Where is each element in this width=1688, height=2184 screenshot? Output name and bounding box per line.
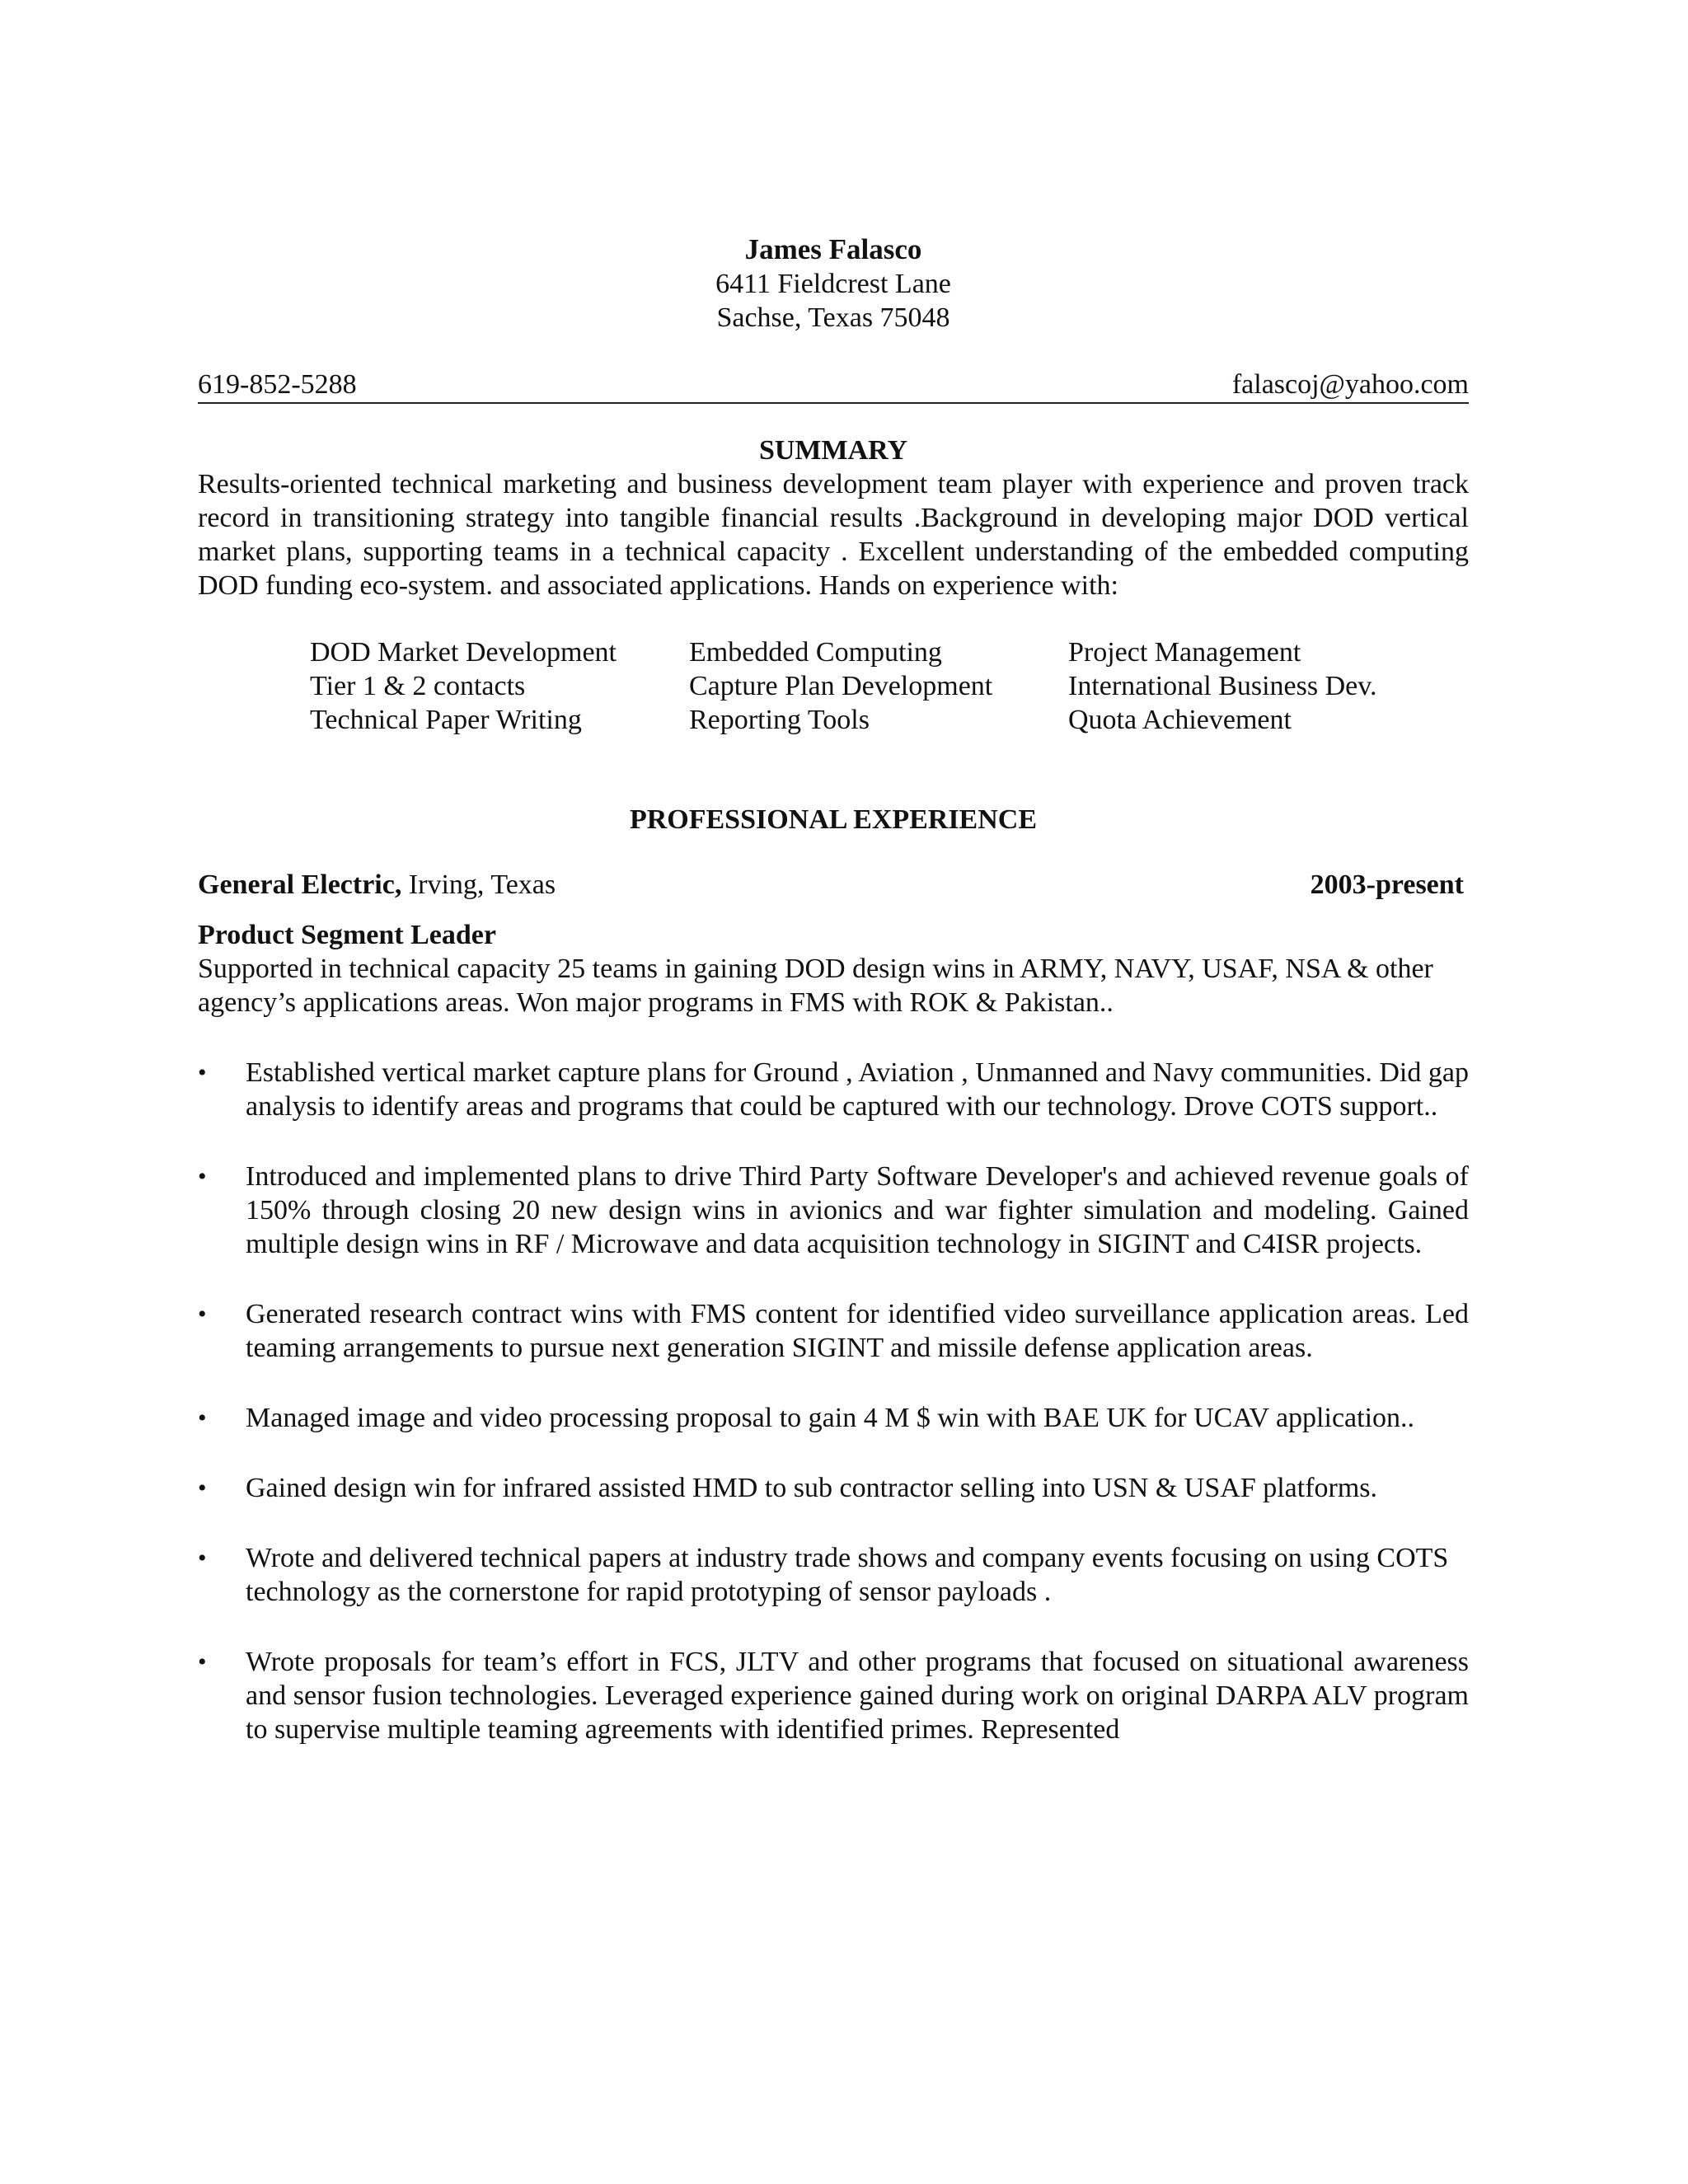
achievement-item	[198, 1401, 1469, 1435]
achievement-list	[198, 1056, 1469, 1746]
bullet-icon: •	[198, 1163, 207, 1190]
achievement-text: Generated research contract wins with FMS content for identified video surveillance application areas. Led teaming arrangements to pursue next generation SIGINT and missile defense application areas.	[246, 1299, 1469, 1363]
experience-heading: PROFESSIONAL EXPERIENCE	[629, 804, 1038, 835]
email-address: falascoj@yahoo.com	[1231, 369, 1469, 400]
skill-item: Quota Achievement	[1068, 705, 1292, 735]
skill-item: Tier 1 & 2 contacts	[310, 671, 526, 701]
phone-number: 619-852-5288	[198, 369, 357, 400]
job-employer	[198, 868, 556, 902]
achievement-item	[198, 1056, 1469, 1123]
bullet-icon: •	[198, 1648, 207, 1675]
company-name: General Electric,	[198, 869, 402, 900]
address-line-1: 6411 Fieldcrest Lane	[715, 269, 951, 299]
achievement-item	[198, 1160, 1469, 1261]
achievement-line: Wrote and delivered technical papers at industry trade shows and company events focusing on using COTS	[246, 1543, 1449, 1573]
skill-item: Embedded Computing	[689, 637, 942, 668]
company-location: Irving, Texas	[401, 869, 556, 900]
achievement-item	[198, 1471, 1469, 1505]
achievement-text: Wrote proposals for team’s effort in FCS, JLTV and other programs that focused on situational awareness and sensor fusion technologies. Leveraged experience gained during work on original DARPA ALV program to supervise multiple teaming agreements with identified primes. Represented	[246, 1647, 1469, 1745]
candidate-name: James Falasco	[744, 233, 922, 265]
skills-grid	[310, 635, 1469, 737]
achievement-text: Established vertical market capture plans for Ground , Aviation , Unmanned and Navy communities. Did gap analysis to identify areas and programs that could be captured with our technology. Drove COTS support..	[246, 1057, 1469, 1122]
bullet-icon: •	[198, 1059, 207, 1086]
skill-item: DOD Market Development	[310, 637, 617, 668]
summary-text: Results-oriented technical marketing and business development team player with experience and proven track record in transitioning strategy into tangible financial results .Background in developing major DOD vertical market plans, supporting teams in a technical capacity . Excellent understanding of the embedded computing DOD funding eco-system. and associated applications. Hands on experience with:	[198, 469, 1469, 601]
achievement-text: Managed image and video processing proposal to gain 4 M $ win with BAE UK for UCAV application..	[246, 1403, 1415, 1433]
achievement-line: technology as the cornerstone for rapid prototyping of sensor payloads .	[246, 1577, 1052, 1607]
skill-item: Capture Plan Development	[689, 671, 993, 701]
bullet-icon: •	[198, 1544, 207, 1572]
job-description: Supported in technical capacity 25 teams in gaining DOD design wins in ARMY, NAVY, USAF, NSA & other agency’s applications areas. Won major programs in FMS with ROK & Pakistan..	[198, 954, 1433, 1018]
skill-item: Project Management	[1068, 637, 1301, 668]
achievement-item	[198, 1297, 1469, 1365]
job-header	[198, 868, 1469, 902]
job-title: Product Segment Leader	[198, 920, 496, 950]
skill-item: Reporting Tools	[689, 705, 870, 735]
contact-row	[198, 368, 1469, 404]
bullet-icon: •	[198, 1301, 207, 1328]
skill-item: International Business Dev.	[1068, 671, 1377, 701]
achievement-text: Introduced and implemented plans to drive Third Party Software Developer's and achieved revenue goals of 150% through closing 20 new design wins in avionics and war fighter simulation and modeling. Gained multiple design wins in RF / Microwave and data acquisition technology in SIGINT and C4ISR projects.	[246, 1161, 1469, 1259]
bullet-icon: •	[198, 1404, 207, 1432]
address-line-2: Sachse, Texas 75048	[716, 302, 950, 333]
achievement-text	[246, 1541, 1469, 1609]
summary-heading: SUMMARY	[758, 435, 908, 466]
achievement-item	[198, 1645, 1469, 1746]
bullet-icon: •	[198, 1474, 207, 1502]
job-dates: 2003-present	[1310, 869, 1464, 900]
achievement-text: Gained design win for infrared assisted HMD to sub contractor selling into USN & USAF platforms.	[246, 1473, 1378, 1503]
achievement-item	[198, 1541, 1469, 1609]
resume-header	[198, 232, 1469, 335]
resume-page	[198, 232, 1469, 1746]
skill-item: Technical Paper Writing	[310, 705, 582, 735]
